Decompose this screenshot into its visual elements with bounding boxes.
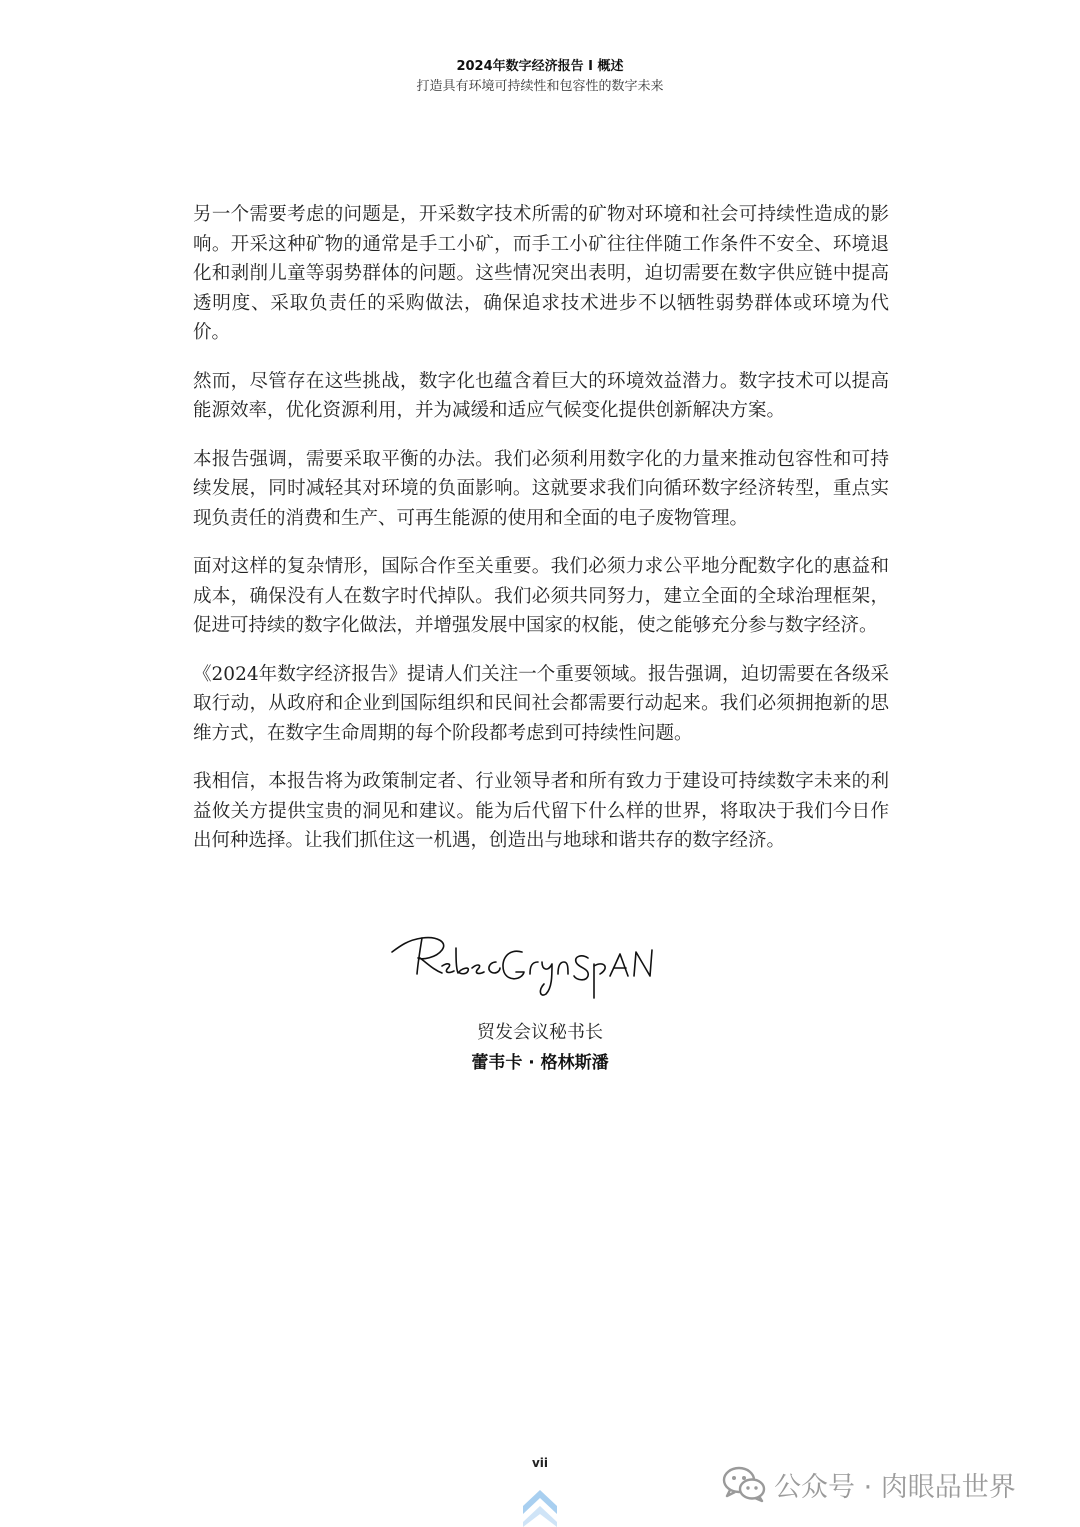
paragraph-2: 然而，尽管存在这些挑战，数字化也蕴含着巨大的环境效益潜力。数字技术可以提高能源效率，优化资源利用，并为减缓和适应气候变化提供创新解决方案。 (193, 370, 889, 421)
handwritten-signature (382, 918, 682, 1008)
report-subtitle: 打造具有环境可持续性和包容性的数字未来 (416, 79, 664, 94)
paragraph-4: 面对这样的复杂情形，国际合作至关重要。我们必须力求公平地分配数字化的惠益和成本，确保没有人在数字时代掉队。我们必须共同努力，建立全面的全球治理框架，促进可持续的数字化做法，并增强发展中国家的权能，使之能够充分参与数字经济。 (193, 556, 889, 636)
paragraph-6: 我相信，本报告将为政策制定者、行业领导者和所有致力于建设可持续数字未来的利益攸关方提供宝贵的洞见和建议。能为后代留下什么样的世界，将取决于我们今日作出何种选择。让我们抓住这一机遇，创造出与地球和谐共存的数字经济。 (193, 771, 889, 851)
report-title: 2024年数字经济报告 I 概述 (456, 59, 624, 74)
paragraph-5: 《2024年数字经济报告》提请人们关注一个重要领域。报告强调，迫切需要在各级采取行动，从政府和企业到国际组织和民间社会都需要行动起来。我们必须拥抱新的思维方式，在数字生命周期的每个阶段都考虑到可持续性问题。 (193, 663, 889, 744)
paragraph-3: 本报告强调，需要采取平衡的办法。我们必须利用数字化的力量来推动包容性和可持续发展，同时减轻其对环境的负面影响。这就要求我们向循环数字经济转型，重点实现负责任的消费和生产、可再生能源的使用和全面的电子废物管理。 (193, 448, 889, 529)
watermark-text: 公众号 · 肉眼品世界 (774, 1471, 1016, 1503)
page-number: vii (531, 1456, 549, 1470)
signatory-title: 贸发会议秘书长 (477, 1022, 603, 1043)
signatory-name: 蕾韦卡 · 格林斯潘 (471, 1053, 609, 1073)
page-header (0, 57, 1080, 97)
wechat-icon (722, 1465, 766, 1503)
paragraph-1: 另一个需要考虑的问题是，开采数字技术所需的矿物对环境和社会可持续性造成的影响。开采这种矿物的通常是手工小矿，而手工小矿往往伴随工作条件不安全、环境退化和剥削儿童等弱势群体的问题。这些情况突出表明，迫切需要在数字供应链中提高透明度、采取负责任的采购做法，确保追求技术进步不以牺牲弱势群体或环境为代价。 (193, 204, 889, 343)
body-text (193, 200, 889, 875)
watermark (722, 1462, 1016, 1506)
chevron-up-icon[interactable] (519, 1484, 561, 1527)
signature-block (0, 1018, 1080, 1078)
